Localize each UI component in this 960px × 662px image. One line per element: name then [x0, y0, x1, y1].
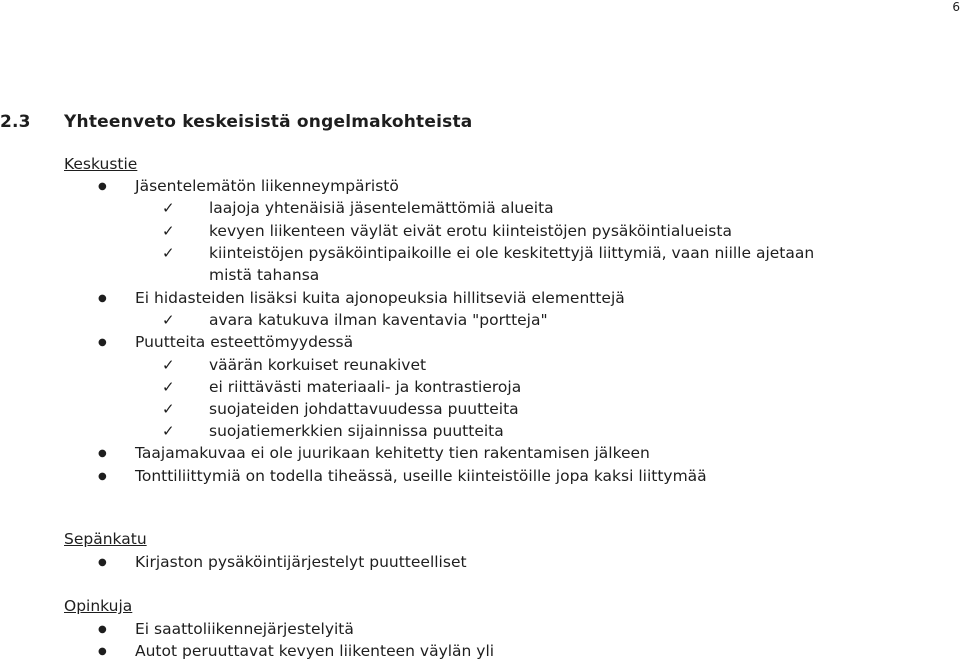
check-icon: ✓	[162, 244, 175, 262]
bullet-icon: ●	[98, 471, 107, 482]
bullet-icon: ●	[98, 337, 107, 348]
list-item-text: Autot peruuttavat kevyen liikenteen väylän yli	[135, 642, 495, 660]
sepankatu-title: Sepänkatu	[64, 530, 147, 548]
check-icon: ✓	[162, 400, 175, 418]
heading-title: Yhteenveto keskeisistä ongelmakohteista	[64, 112, 473, 132]
keskustie-title: Keskustie	[64, 155, 138, 173]
opinkuja-title: Opinkuja	[64, 597, 133, 615]
sub-list-item-text: suojateiden johdattavuudessa puutteita	[209, 400, 519, 418]
check-icon: ✓	[162, 222, 175, 240]
check-icon: ✓	[162, 356, 175, 374]
list-item-text: Kirjaston pysäköintijärjestelyt puutteelliset	[135, 553, 467, 571]
list-item-text: Taajamakuvaa ei ole juurikaan kehitetty tien rakentamisen jälkeen	[135, 444, 650, 462]
sub-list-item-text: suojatiemerkkien sijainnissa puutteita	[209, 422, 504, 440]
sub-list-item-text: avara katukuva ilman kaventavia "portteja"	[209, 311, 548, 329]
list-item-text: Jäsentelemätön liikenneympäristö	[135, 177, 399, 195]
sub-list-item-text: mistä tahansa	[209, 266, 320, 284]
sub-list-item-text: laajoja yhtenäisiä jäsentelemättömiä alueita	[209, 199, 554, 217]
sub-list-item-text: kiinteistöjen pysäköintipaikoille ei ole keskitettyjä liittymiä, vaan niille ajetaan	[209, 244, 815, 262]
sub-list-item-text: ei riittävästi materiaali- ja kontrastieroja	[209, 378, 522, 396]
list-item-text: Puutteita esteettömyydessä	[135, 333, 354, 351]
check-icon: ✓	[162, 311, 175, 329]
bullet-icon: ●	[98, 448, 107, 459]
page-number: 6	[952, 0, 960, 14]
bullet-icon: ●	[98, 293, 107, 304]
list-item-text: Ei hidasteiden lisäksi kuita ajonopeuksia hillitseviä elementtejä	[135, 289, 625, 307]
bullet-icon: ●	[98, 624, 107, 635]
check-icon: ✓	[162, 199, 175, 217]
list-item-text: Ei saattoliikennejärjestelyitä	[135, 620, 354, 638]
heading-number: 2.3	[0, 112, 31, 132]
check-icon: ✓	[162, 378, 175, 396]
sub-list-item-text: kevyen liikenteen väylät eivät erotu kiinteistöjen pysäköintialueista	[209, 222, 732, 240]
check-icon: ✓	[162, 422, 175, 440]
bullet-icon: ●	[98, 181, 107, 192]
list-item-text: Tonttiliittymiä on todella tiheässä, useille kiinteistöille jopa kaksi liittymää	[135, 467, 707, 485]
bullet-icon: ●	[98, 646, 107, 657]
bullet-icon: ●	[98, 557, 107, 568]
sub-list-item-text: väärän korkuiset reunakivet	[209, 356, 427, 374]
